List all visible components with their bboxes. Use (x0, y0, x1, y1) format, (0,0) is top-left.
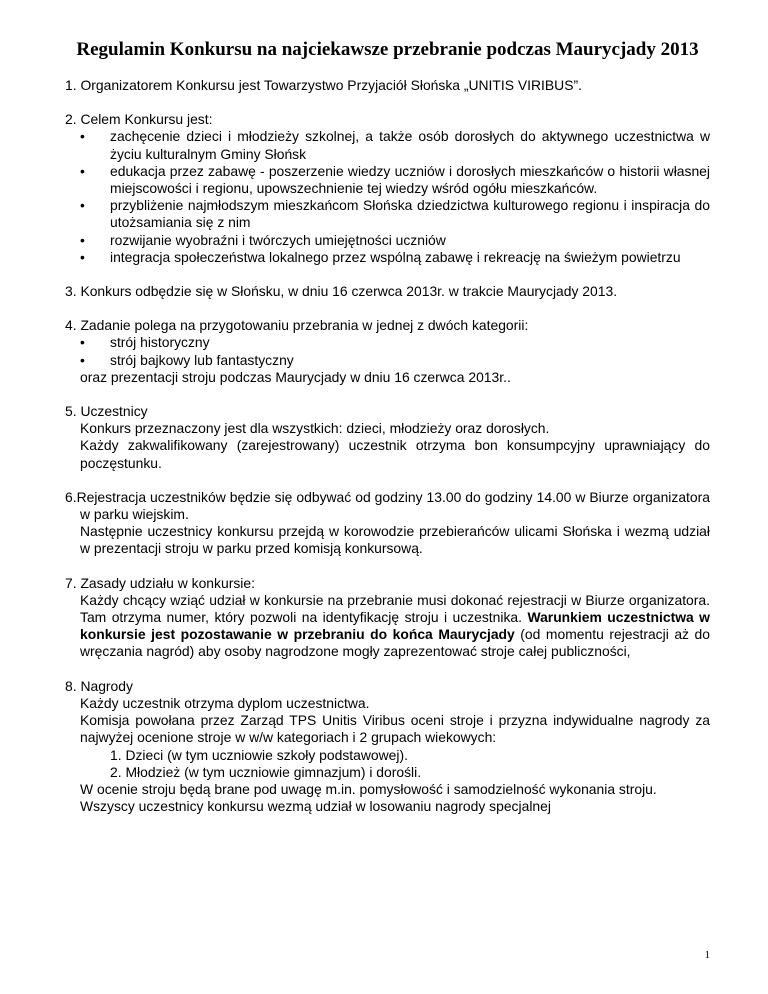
document-title: Regulamin Konkursu na najciekawsze przebranie podczas Maurycjady 2013 (76, 39, 699, 60)
goal-item: • rozwijanie wyobraźni i twórczych umiejętności uczniów (110, 232, 710, 249)
section-8-paragraph: W ocenie stroju będą brane pod uwagę m.in. pomysłowość i samodzielność wykonania stroju. (80, 780, 657, 797)
section-7-text: Każdy chcący wziąć udział w konkursie na przebranie musi dokonać rejestracji w Biurze organizatora. Tam otrzyma numer, który pozwoli na identyfikację stroju i uczestnika. (80, 591, 710, 626)
section-6-paragraph: Następnie uczestnicy konkursu przejdą w korowodzie przebierańców ulicami Słońska i wezmą udział w prezentacji stroju w parku przed komisją konkursową. (80, 523, 710, 557)
section-8 (65, 678, 710, 816)
section-8-paragraph: Wszyscy uczestnicy konkursu wezmą udział w losowaniu nagrody specjalnej (80, 798, 551, 815)
section-4 (65, 317, 710, 386)
goal-item: • integracja społeczeństwa lokalnego przez wspólną zabawę i rekreację na świeżym powietrzu (110, 249, 710, 266)
category-item: • strój bajkowy lub fantastyczny (110, 352, 710, 369)
section-5-paragraph: Każdy zakwalifikowany (zarejestrowany) uczestnik otrzyma bon konsumpcyjny uprawniający do poczęstunku. (80, 437, 710, 471)
age-group-item: 1. Dzieci (w tym uczniowie szkoły podstawowej). (110, 746, 408, 763)
section-7-heading: 7. Zasady udziału w konkursie: (65, 574, 255, 591)
section-5-heading: 5. Uczestnicy (65, 403, 148, 420)
section-3 (65, 283, 710, 300)
section-7-text: (od momentu rejestracji aż do wręczania nagród) aby osoby nagrodzone mogły zaprezentować stroje całej publiczności, (80, 626, 710, 660)
section-2-heading: 2. Celem Konkursu jest: (65, 111, 213, 128)
section-2 (65, 111, 710, 266)
categories-list (65, 334, 710, 368)
section-5 (65, 403, 710, 472)
category-item: • strój historyczny (110, 334, 710, 351)
section-6 (65, 489, 710, 558)
section-4-footer: oraz prezentacji stroju podczas Maurycjady w dniu 16 czerwca 2013r.. (80, 368, 511, 385)
section-6-paragraph: 6.Rejestracja uczestników będzie się odbywać od godziny 13.00 do godziny 14.00 w Biurze organizatora w parku wiejskim. (65, 488, 710, 523)
section-7-bold-condition: Warunkiem uczestnictwa w konkursie jest pozostawanie w przebraniu do końca Maurycjady (80, 609, 710, 643)
section-5-paragraph: Konkurs przeznaczony jest dla wszystkich: dzieci, młodzieży oraz dorosłych. (80, 420, 550, 437)
section-1-text: 1. Organizatorem Konkursu jest Towarzystwo Przyjaciół Słońska „UNITIS VIRIBUS”. (65, 77, 582, 93)
section-1 (65, 77, 710, 94)
goal-item: • przybliżenie najmłodszym mieszkańcom Słońska dziedzictwa kulturowego regionu i inspiracja do utożsamiania się z nim (110, 197, 710, 231)
section-4-heading: 4. Zadanie polega na przygotowaniu przebrania w jednej z dwóch kategorii: (65, 317, 529, 334)
section-8-paragraph: Komisja powołana przez Zarząd TPS Unitis Viribus oceni stroje i przyzna indywidualne nagrody za najwyżej ocenione stroje w w/w kategoriach i 2 grupach wiekowych: (80, 712, 710, 746)
page-number: 1 (704, 949, 710, 961)
section-8-heading: 8. Nagrody (65, 677, 133, 694)
goal-item: • zachęcenie dzieci i młodzieży szkolnej, a także osób dorosłych do aktywnego uczestnictwa w życiu kulturalnym Gminy Słońsk (110, 128, 710, 162)
section-7-paragraph (65, 592, 710, 661)
goals-list (65, 128, 710, 266)
section-3-text: 3. Konkurs odbędzie się w Słońsku, w dniu 16 czerwca 2013r. w trakcie Maurycjady 2013. (65, 283, 618, 300)
section-8-paragraph: Każdy uczestnik otrzyma dyplom uczestnictwa. (80, 694, 370, 711)
age-group-item: 2. Młodzież (w tym uczniowie gimnazjum) i dorośli. (110, 763, 422, 780)
section-7 (65, 575, 710, 661)
goal-item: • edukacja przez zabawę - poszerzenie wiedzy uczniów i dorosłych mieszkańców o historii własnej miejscowości i regionu, upowszechnienie tej wiedzy wśród ogółu mieszkańców. (110, 163, 710, 197)
